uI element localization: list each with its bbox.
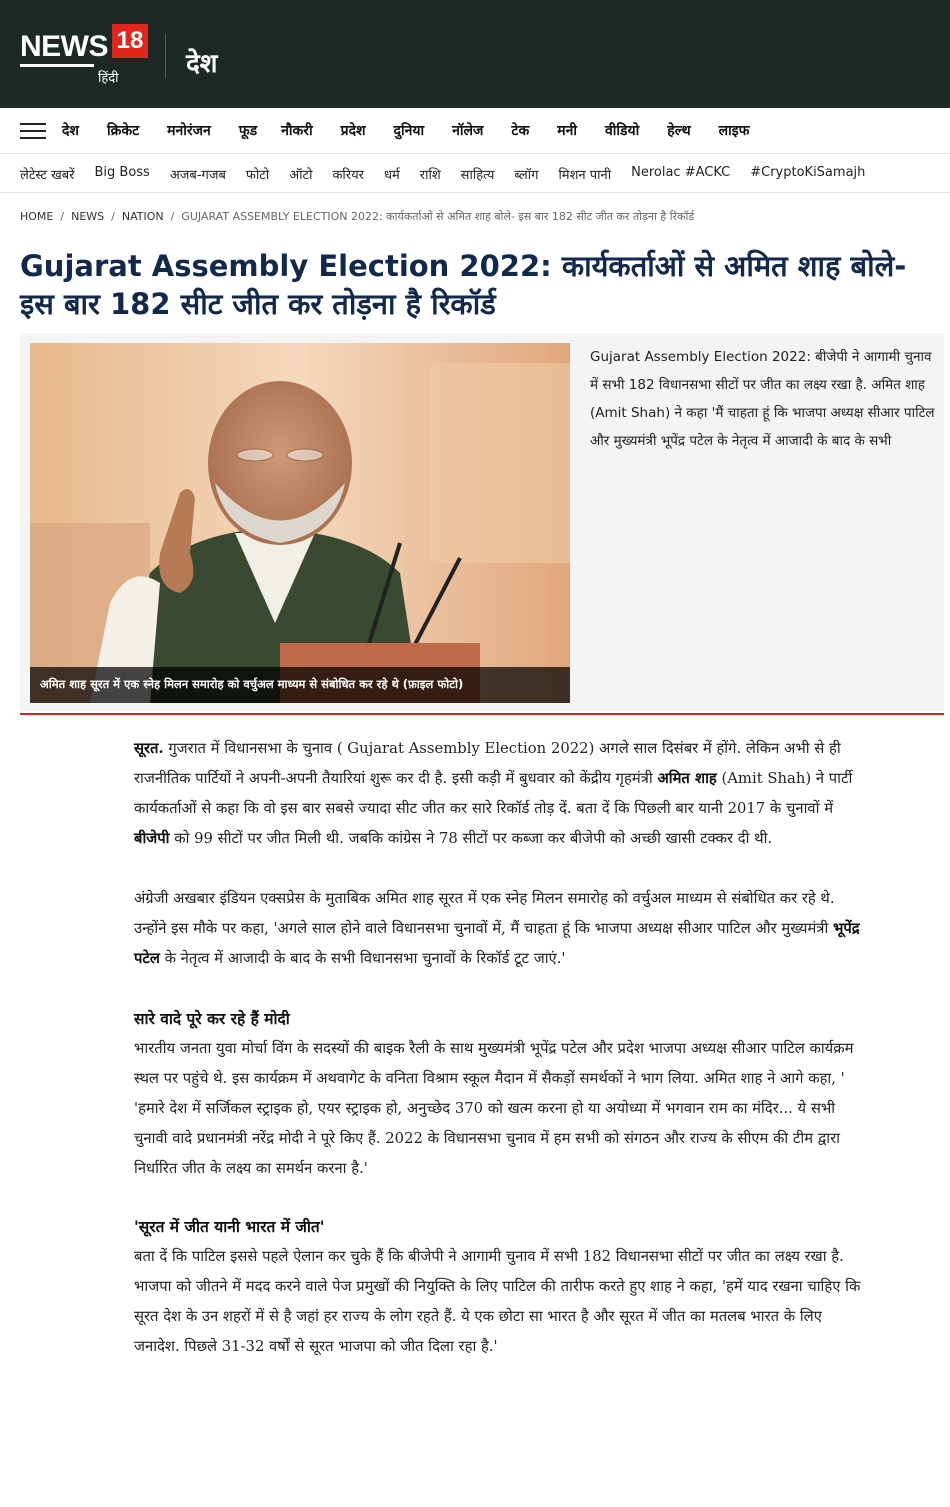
nav-item[interactable]: नॉलेज: [452, 123, 484, 139]
paragraph-text: गुजरात में विधानसभा के चुनाव ( Gujarat Assembly Election 2022) अगले साल दिसंबर में होंगे. लेकिन अभी से ही राजनीतिक पार्टियों ने अपनी-अपनी तैयारियां शुरू कर दी है. इसी कड़ी में बुधवार को केंद्रीय गृहमंत्री: [134, 740, 841, 787]
article-paragraph: बता दें कि पाटिल इससे पहले ऐलान कर चुके हैं कि बीजेपी ने आगामी चुनाव में सभी 182 विधानसभा सीटों पर जीत का लक्ष्य रखा है. भाजपा को जीतने में मदद करने वाले पेज प्रमुखों की नियुक्ति के लिए पाटिल की तारीफ करते हुए शाह ने कहा, 'हमें याद रखना चाहिए कि सूरत देश के उन शहरों में से है जहां हर राज्य के लोग रहते हैं. ये एक छोटा सा भारत है और सूरत में जीत का मतलब भारत के लिए जनादेश. पिछले 31-32 वर्षों से सूरत भाजपा को जीत दिला रहा है.': [134, 1248, 861, 1355]
subnav-item[interactable]: ब्लॉग: [514, 168, 539, 183]
nav-item[interactable]: हेल्थ: [667, 123, 691, 139]
subnav-item[interactable]: साहित्य: [460, 168, 495, 183]
subheading: सारे वादे पूरे कर रहे हैं मोदी: [134, 1009, 290, 1028]
paragraph-text: अंग्रेजी अखबार इंडियन एक्सप्रेस के मुताबिक अमित शाह सूरत में एक स्नेह मिलन समारोह को वर्चुअल माध्यम से संबोधित कर रहे थे. उन्होंने इस मौके पर कहा, 'अगले साल होने वाले विधानसभा चुनावों में, मैं चाहता हूं कि भाजपा अध्यक्ष सीआर पाटिल और मुख्यमंत्री: [134, 890, 835, 937]
header-divider: [165, 34, 166, 78]
link-bjp[interactable]: बीजेपी: [134, 830, 170, 847]
news18-logo[interactable]: [20, 24, 150, 88]
dateline: सूरत.: [134, 740, 164, 757]
nav-item[interactable]: टेक: [511, 123, 530, 139]
paragraph-text: (Amit Shah) ने पार्टी कार्यकर्ताओं से कहा कि वो इस बार सबसे ज्यादा सीट जीत कर सारे रिकॉर्ड तोड़ दें. बता दें कि पिछली बार यानी 2017 के चुनावों में: [134, 770, 853, 817]
nav-item[interactable]: मनोरंजन: [167, 123, 211, 139]
hero-section: [20, 333, 944, 711]
article-headline: Gujarat Assembly Election 2022: कार्यकर्ताओं से अमित शाह बोले- इस बार 182 सीट जीत कर तोड़ना है रिकॉर्ड: [20, 249, 907, 321]
article-hero-image: [30, 343, 570, 703]
main-nav-items: [62, 121, 749, 140]
breadcrumb-separator: /: [170, 210, 175, 223]
nav-item[interactable]: नौकरी: [281, 123, 313, 139]
image-caption: अमित शाह सूरत में एक स्नेह मिलन समारोह को वर्चुअल माध्यम से संबोधित कर रहे थे (फ़ाइल फोटो): [30, 667, 570, 703]
sub-nav: [0, 155, 950, 193]
breadcrumb-separator: /: [60, 210, 65, 223]
subnav-item[interactable]: मिशन पानी: [558, 168, 612, 183]
subnav-item[interactable]: ऑटो: [289, 168, 313, 183]
sub-nav-items: [20, 165, 885, 183]
article-paragraph: भारतीय जनता युवा मोर्चा विंग के सदस्यों की बाइक रैली के साथ मुख्यमंत्री भूपेंद्र पटेल और प्रदेश भाजपा अध्यक्ष सीआर पाटिल कार्यक्रम स्थल पर पहुंचे थे. इस कार्यक्रम में अथवागेट के वनिता विश्राम स्कूल मैदान में सैकड़ों समर्थकों ने भाग लिया. अमित शाह ने आगे कहा, ' 'हमारे देश में सर्जिकल स्ट्राइक हो, एयर स्ट्राइक हो, अनुच्छेद 370 को खत्म करना हो या अयोध्या में भगवान राम का मंदिर... ये सभी चुनावी वादे प्रधानमंत्री नरेंद्र मोदी ने पूरे किए हैं. 2022 के विधानसभा चुनाव में हम सभी को संगठन और राज्य के सीएम की टीम द्वारा निर्धारित जीत के लक्ष्य का समर्थन करना है.': [134, 1040, 854, 1177]
article-paragraph: [134, 884, 862, 974]
subnav-item[interactable]: लेटेस्ट खबरें: [20, 168, 75, 183]
nav-item[interactable]: क्रिकेट: [106, 123, 140, 139]
subnav-item[interactable]: राशि: [419, 168, 441, 183]
main-nav: [0, 108, 950, 154]
logo-18-badge: 18: [112, 24, 148, 58]
subnav-item[interactable]: Nerolac #ACKC: [631, 165, 731, 180]
breadcrumb-nation[interactable]: NATION: [121, 210, 164, 223]
nav-item[interactable]: मनी: [557, 123, 577, 139]
subnav-item[interactable]: करियर: [332, 168, 364, 183]
breadcrumb-separator: /: [111, 210, 115, 223]
nav-item[interactable]: प्रदेश: [340, 123, 366, 139]
nav-item[interactable]: लाइफ: [718, 123, 750, 139]
subnav-item[interactable]: Big Boss: [94, 165, 150, 180]
logo-news-text: NEWS: [20, 30, 108, 63]
subnav-item[interactable]: धर्म: [383, 168, 400, 183]
breadcrumb-current: GUJARAT ASSEMBLY ELECTION 2022: कार्यकर्ताओं से अमित शाह बोले- इस बार 182 सीट जीत कर तोड़ना है रिकॉर्ड: [181, 210, 695, 223]
nav-item[interactable]: देश: [62, 123, 79, 139]
logo-underline: [20, 64, 94, 67]
breadcrumb-home[interactable]: HOME: [20, 210, 54, 223]
link-bhupendra-patel[interactable]: भूपेंद्र पटेल: [134, 920, 860, 967]
amit-shah-photo: [30, 343, 570, 703]
accent-divider: [20, 713, 944, 715]
paragraph-text: को 99 सीटों पर जीत मिली थी. जबकि कांग्रेस ने 78 सीटों पर कब्जा कर बीजेपी को अच्छी खासी टक्कर दी थी.: [169, 830, 773, 847]
site-header: [0, 0, 950, 108]
article-body: [134, 734, 862, 1392]
article-paragraph: [134, 734, 862, 854]
nav-item[interactable]: वीडियो: [604, 123, 640, 139]
paragraph-text: के नेतृत्व में आजादी के बाद के सभी विधानसभा चुनावों के रिकॉर्ड टूट जाएं.': [159, 950, 566, 967]
article-summary: Gujarat Assembly Election 2022: बीजेपी ने आगामी चुनाव में सभी 182 विधानसभा सीटों पर जीत का लक्ष्य रखा है. अमित शाह (Amit Shah) ने कहा 'मैं चाहता हूं कि भाजपा अध्यक्ष सीआर पाटिल और मुख्यमंत्री भूपेंद्र पटेल के नेतृत्व में आजादी के बाद के सभी: [590, 349, 935, 449]
breadcrumb: [20, 209, 694, 224]
logo-hindi-text: हिंदी: [98, 71, 119, 86]
subnav-item[interactable]: फोटो: [245, 168, 270, 183]
subnav-item[interactable]: अजब-गजब: [169, 168, 226, 183]
subnav-item[interactable]: #CryptoKiSamajh: [750, 165, 866, 180]
link-amit-shah[interactable]: अमित शाह: [657, 770, 717, 787]
section-title[interactable]: देश: [186, 49, 218, 79]
nav-item[interactable]: दुनिया: [393, 123, 425, 139]
subheading: 'सूरत में जीत यानी भारत में जीत': [134, 1217, 325, 1236]
hamburger-icon[interactable]: [20, 123, 46, 139]
nav-item[interactable]: फूड: [238, 123, 258, 139]
breadcrumb-news[interactable]: NEWS: [71, 210, 105, 223]
